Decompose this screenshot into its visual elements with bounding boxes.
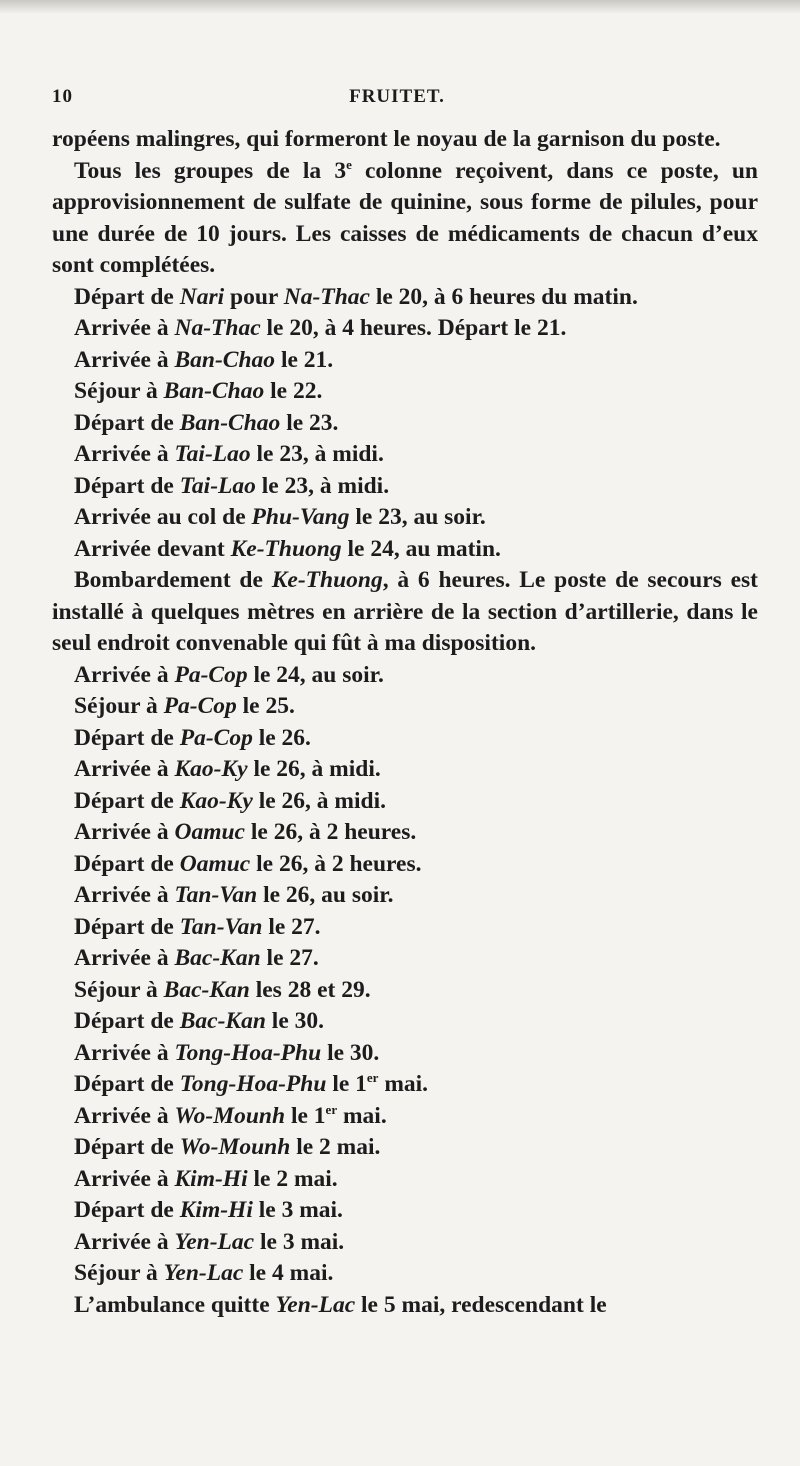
text-fragment: le 24, au soir. — [247, 661, 384, 688]
text-fragment: le 26. — [252, 724, 311, 751]
place-name: Ban-Chao — [174, 346, 276, 373]
place-name: Ke-Thuong — [230, 535, 342, 562]
text-fragment: L’ambulance quitte — [74, 1291, 276, 1318]
itinerary-entry — [52, 817, 758, 849]
text-fragment: le 27. — [260, 945, 319, 971]
text-fragment: le 30. — [321, 1039, 380, 1066]
text-fragment: Départ de — [74, 1071, 180, 1097]
itinerary-entry — [52, 786, 758, 818]
place-name: Na-Thac — [174, 315, 261, 341]
text-fragment: Séjour à — [74, 1260, 164, 1286]
itinerary-entry — [52, 1069, 758, 1101]
text-fragment: le 4 mai. — [243, 1260, 334, 1286]
text-fragment: le 2 mai. — [290, 1134, 381, 1160]
place-name: Kao-Ky — [174, 756, 248, 782]
text-fragment: pour — [224, 283, 284, 310]
text-fragment: le 23, à midi. — [255, 472, 390, 499]
place-name: Pa-Cop — [174, 661, 248, 688]
text-fragment: Départ de — [74, 913, 180, 940]
text-fragment: le 26, à 2 heures. — [244, 819, 417, 845]
text-fragment: Séjour à — [74, 378, 164, 404]
text-fragment: le 23. — [280, 409, 339, 436]
running-head: FRUITET. — [349, 86, 445, 107]
place-name: Ke-Thuong — [271, 567, 383, 593]
place-name: Yen-Lac — [275, 1291, 356, 1318]
text-fragment: Arrivée à — [74, 1228, 175, 1255]
place-name: Oamuc — [174, 819, 245, 845]
place-name: Bac-Kan — [174, 945, 261, 971]
itinerary-entry — [52, 943, 758, 975]
text-fragment: Arrivée à — [74, 346, 175, 373]
itinerary-entry — [52, 502, 758, 534]
text-fragment: le 25. — [236, 693, 295, 719]
text-fragment: le 23, au soir. — [349, 504, 486, 530]
itinerary-entry — [52, 1101, 758, 1133]
place-name: Nari — [179, 283, 225, 310]
itinerary-list-2 — [52, 660, 758, 1290]
text-fragment: le 26, à midi. — [252, 787, 387, 814]
itinerary-entry — [52, 439, 758, 471]
text-fragment: le 26, au soir. — [257, 882, 394, 908]
text-fragment: le 30. — [265, 1008, 325, 1034]
superscript: er — [325, 1101, 338, 1117]
itinerary-entry — [52, 471, 758, 503]
text-fragment: le 1 — [285, 1102, 326, 1129]
text-fragment: le 3 mai. — [252, 1197, 343, 1223]
place-name: Tong-Hoa-Phu — [174, 1039, 322, 1066]
itinerary-entry — [52, 1195, 758, 1227]
text-fragment: le 24, au matin. — [341, 535, 501, 562]
text-fragment: le 23, à midi. — [250, 441, 384, 467]
itinerary-entry — [52, 376, 758, 408]
itinerary-list-1 — [52, 282, 758, 566]
text-fragment: Arrivée au col de — [74, 504, 252, 530]
itinerary-entry — [52, 1132, 758, 1164]
text-fragment: Arrivée à — [74, 756, 175, 782]
place-name: Tan-Van — [179, 913, 263, 940]
itinerary-entry — [52, 849, 758, 881]
text-fragment: Arrivée à — [74, 882, 175, 908]
place-name: Wo-Mounh — [179, 1134, 291, 1160]
itinerary-entry — [52, 754, 758, 786]
text-fragment: Départ de — [74, 850, 180, 877]
itinerary-entry — [52, 1164, 758, 1196]
itinerary-entry — [52, 691, 758, 723]
text-fragment: le 1 — [326, 1071, 367, 1097]
final-line — [52, 1290, 758, 1322]
text-fragment: Départ de — [74, 1197, 180, 1223]
itinerary-entry — [52, 1038, 758, 1070]
text-fragment: Départ de — [74, 1008, 180, 1034]
text-fragment: Arrivée à — [74, 661, 175, 688]
text-fragment: Arrivée à — [74, 1102, 175, 1129]
text-fragment: le 5 mai, redescendant le — [355, 1291, 607, 1318]
text-fragment: le 26, à 2 heures. — [250, 850, 422, 877]
place-name: Bac-Kan — [163, 976, 250, 1003]
place-name: Bac-Kan — [179, 1008, 266, 1034]
itinerary-entry — [52, 408, 758, 440]
text-fragment: Séjour à — [74, 976, 164, 1003]
text-fragment: Départ de — [74, 472, 180, 499]
text-fragment: Départ de — [74, 1134, 180, 1160]
itinerary-entry — [52, 313, 758, 345]
itinerary-entry — [52, 534, 758, 566]
place-name: Kao-Ky — [179, 787, 253, 814]
place-name: Pa-Cop — [179, 724, 253, 751]
page-body — [52, 124, 758, 1321]
place-name: Phu-Vang — [251, 504, 350, 530]
place-name: Wo-Mounh — [174, 1102, 286, 1129]
itinerary-entry — [52, 282, 758, 314]
text-fragment: le 27. — [262, 913, 321, 940]
text-fragment: Tous les groupes de la 3 — [74, 157, 347, 184]
place-name: Kim-Hi — [174, 1165, 248, 1192]
page-number: 10 — [52, 86, 73, 107]
text-fragment: le 20, à 6 heures du matin. — [369, 283, 638, 310]
itinerary-entry — [52, 1227, 758, 1259]
place-name: Pa-Cop — [163, 693, 237, 719]
text-fragment: le 3 mai. — [254, 1228, 345, 1255]
text-fragment: Séjour à — [74, 693, 164, 719]
text-fragment: colonne reçoivent, dans ce poste, un approvisionnement de sulfate de quinine, sous forme de pilules, pour une durée de 10 jours. Les caisses de médicaments de chacun d’eux sont complétées. — [52, 157, 758, 278]
text-fragment: Départ de — [74, 409, 180, 436]
text-fragment: Arrivée à — [74, 945, 175, 971]
itinerary-entry — [52, 975, 758, 1007]
text-fragment: Arrivée à — [74, 315, 175, 341]
itinerary-entry — [52, 660, 758, 692]
itinerary-entry — [52, 1006, 758, 1038]
text-fragment: Arrivée à — [74, 819, 175, 845]
itinerary-entry — [52, 1258, 758, 1290]
place-name: Tai-Lao — [174, 441, 251, 467]
itinerary-entry — [52, 880, 758, 912]
itinerary-entry — [52, 912, 758, 944]
place-name: Yen-Lac — [163, 1260, 244, 1286]
itinerary-entry — [52, 345, 758, 377]
place-name: Tai-Lao — [179, 472, 256, 499]
text-fragment: mai. — [337, 1102, 387, 1129]
place-name: Ban-Chao — [179, 409, 281, 436]
text-fragment: Arrivée à — [74, 1039, 175, 1066]
place-name: Oamuc — [179, 850, 251, 877]
bombardment-paragraph — [52, 565, 758, 660]
itinerary-entry — [52, 723, 758, 755]
text-fragment: le 2 mai. — [247, 1165, 338, 1192]
text-fragment: le 21. — [275, 346, 334, 373]
text-fragment: mai. — [378, 1071, 429, 1097]
text-fragment: Bombardement de — [74, 567, 272, 593]
text-fragment: , à 6 heures. Le poste de secours est installé à quelques mètres en arrière de la section d’artillerie, dans le seul endroit convenable qui fût à ma disposition. — [52, 567, 758, 656]
supplies-paragraph — [52, 156, 758, 282]
place-name: Yen-Lac — [174, 1228, 255, 1255]
text-fragment: Arrivée à — [74, 441, 175, 467]
superscript: er — [366, 1070, 379, 1085]
text-fragment: Départ de — [74, 724, 180, 751]
text-fragment: Arrivée à — [74, 1165, 175, 1192]
superscript: e — [346, 156, 352, 172]
text-fragment: le 20, à 4 heures. Départ le 21. — [260, 315, 567, 341]
place-name: Ban-Chao — [163, 378, 265, 404]
place-name: Tan-Van — [174, 882, 258, 908]
text-fragment: Départ de — [74, 283, 180, 310]
text-fragment: les 28 et 29. — [249, 976, 371, 1003]
place-name: Kim-Hi — [179, 1197, 253, 1223]
page-header — [52, 86, 742, 112]
text-fragment: le 26, à midi. — [247, 756, 381, 782]
place-name: Tong-Hoa-Phu — [179, 1071, 327, 1097]
text-fragment: le 22. — [264, 378, 323, 404]
text-fragment: Arrivée devant — [74, 535, 231, 562]
text-fragment: Départ de — [74, 787, 180, 814]
continuation-paragraph: ropéens malingres, qui formeront le noyau de la garnison du poste. — [52, 126, 721, 152]
place-name: Na-Thac — [283, 283, 370, 310]
page-edge-shadow — [0, 0, 800, 14]
